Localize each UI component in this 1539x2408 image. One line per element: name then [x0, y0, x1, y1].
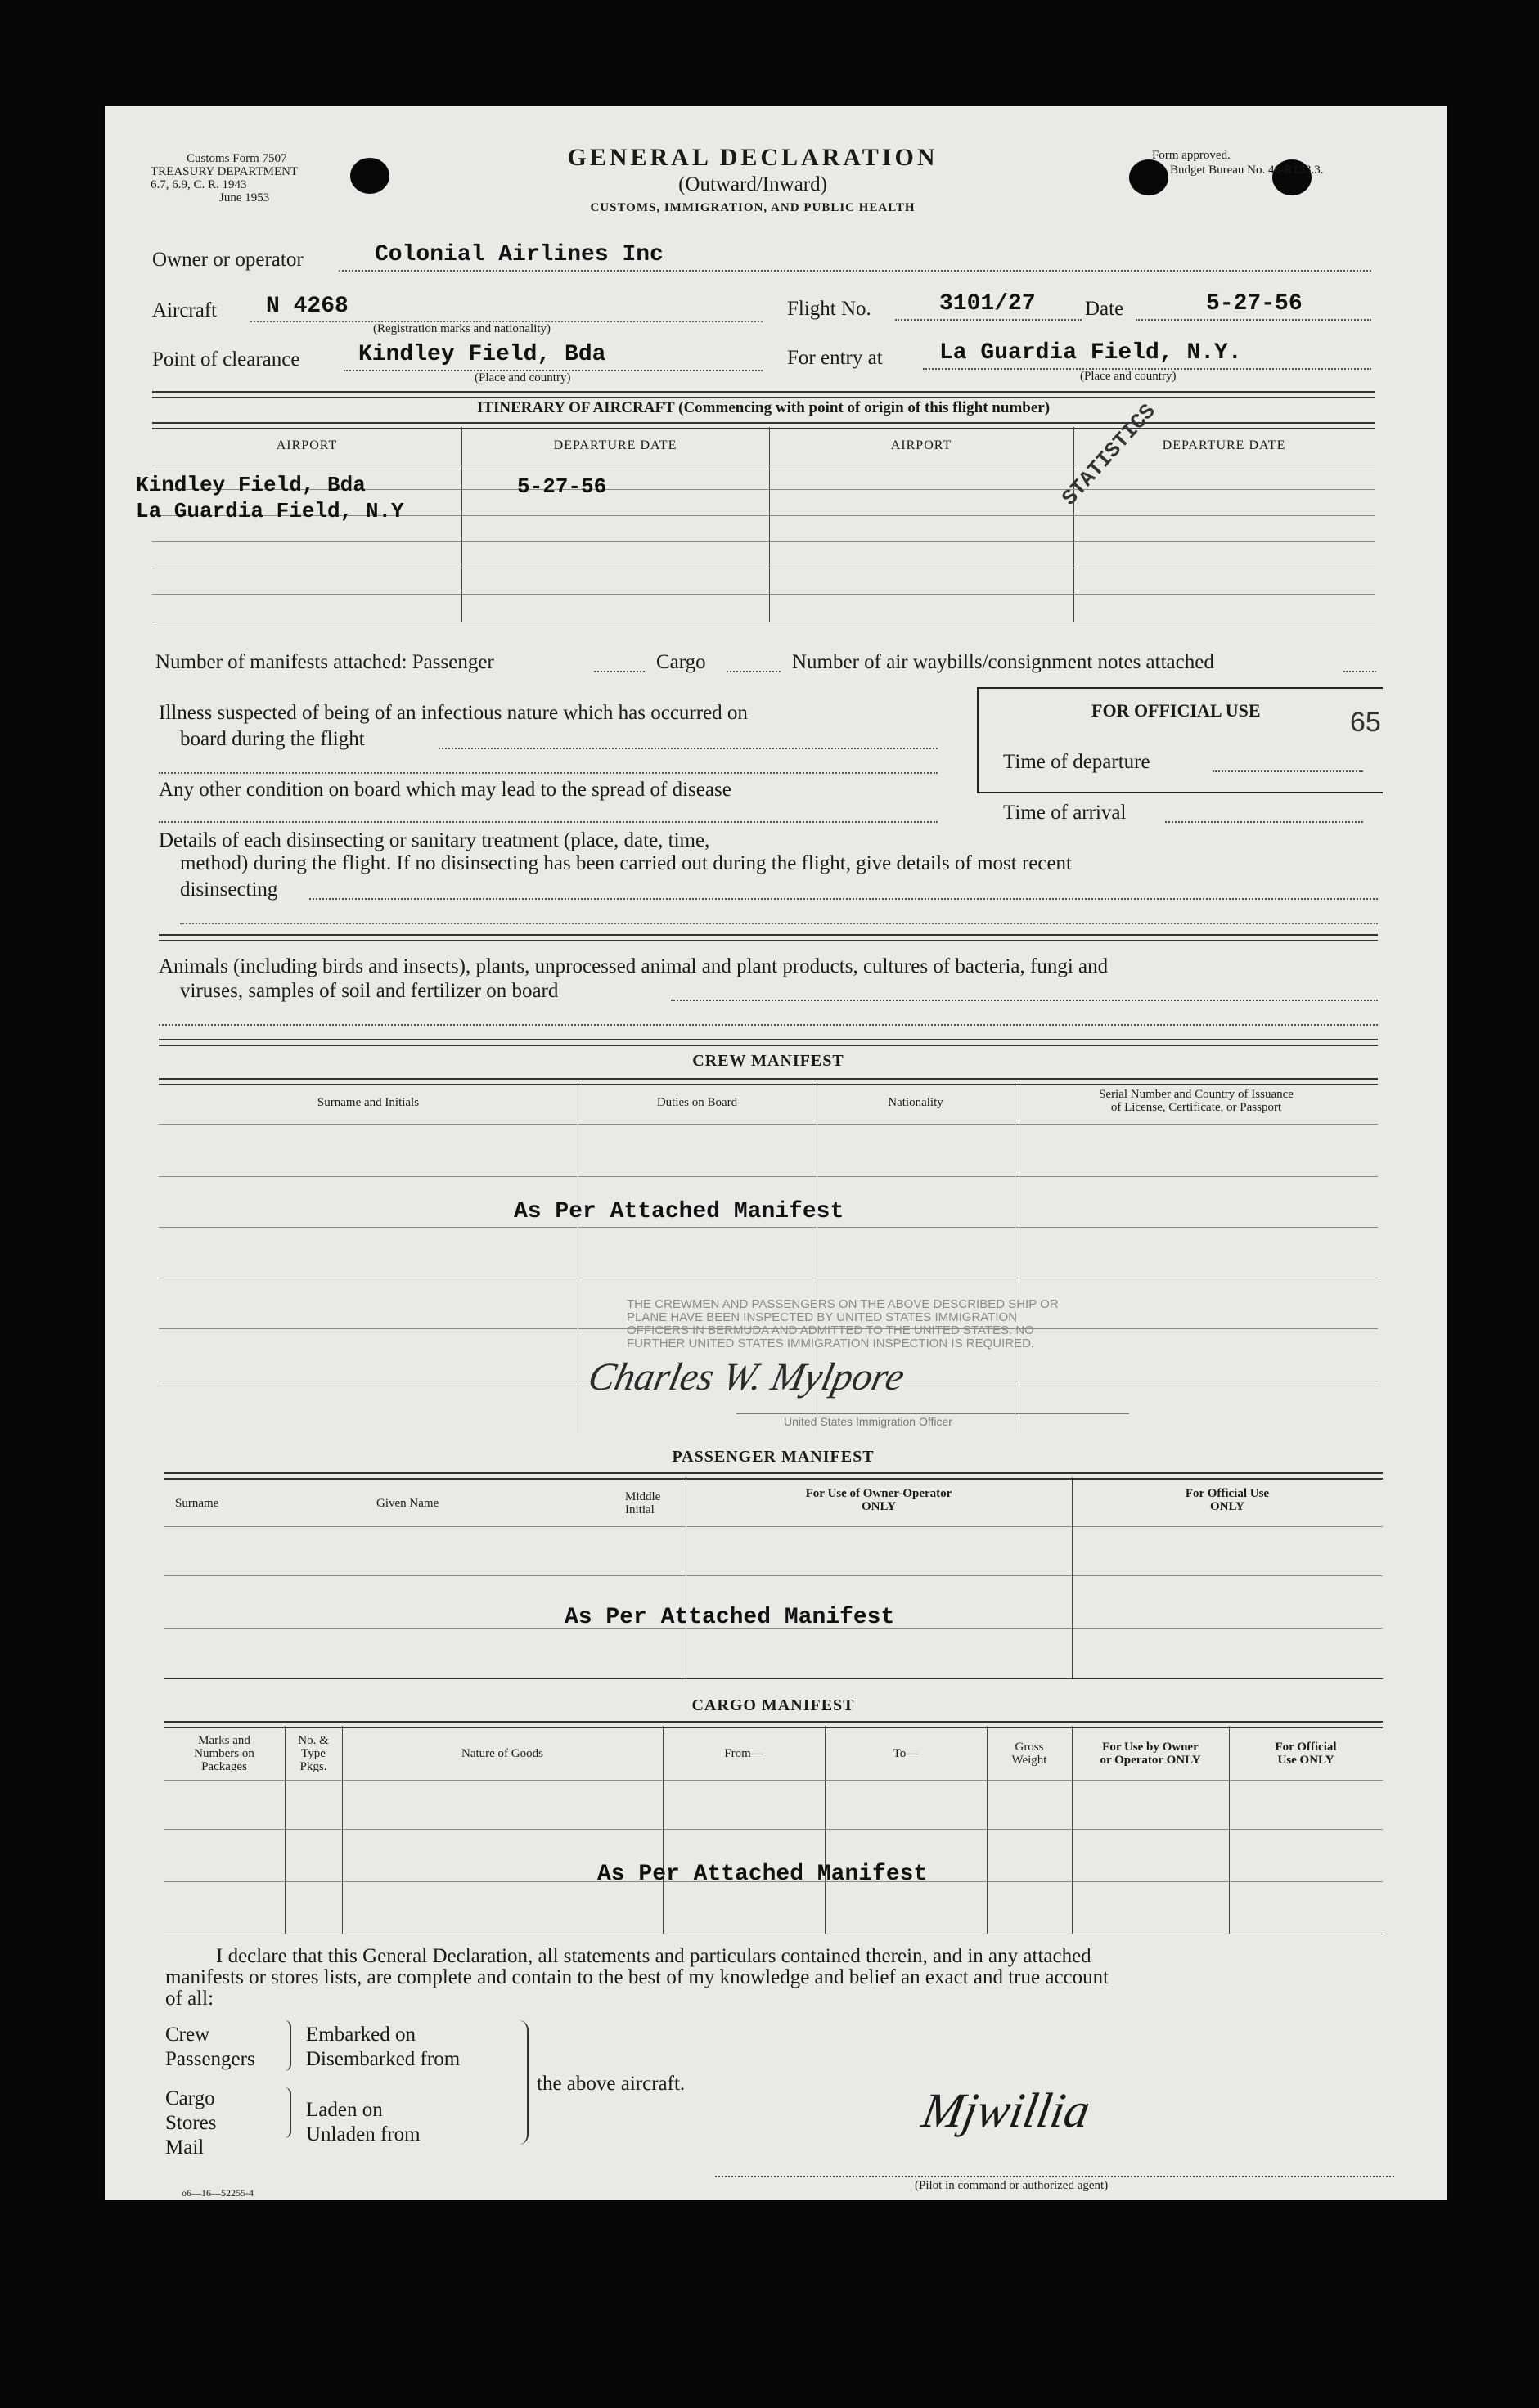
disinsecting-label-2: method) during the flight. If no disinsecting has been carried out during the flight, give details of most recent: [180, 852, 1073, 874]
time-of-arrival-line: [1165, 821, 1363, 823]
declaration-mail: Mail: [165, 2136, 205, 2159]
declaration-cargo: Cargo: [165, 2087, 215, 2109]
official-use-number: 65: [1350, 707, 1381, 738]
immigration-stamp-line-1: THE CREWMEN AND PASSENGERS ON THE ABOVE DESCRIBED SHIP OR: [627, 1297, 1059, 1311]
passenger-rule-1: [164, 1526, 1383, 1527]
form-number: Customs Form 7507: [187, 152, 287, 165]
crew-rule-2: [159, 1176, 1378, 1177]
itinerary-col-3: [1073, 427, 1074, 622]
cargo-col-type-2: Type: [301, 1747, 326, 1760]
disinsecting-label-3: disinsecting: [180, 878, 278, 901]
cargo-header-rule: [164, 1721, 1383, 1728]
immigration-officer-signature: Charles W. Mylpore: [584, 1355, 909, 1399]
bracket-crew: [283, 2020, 291, 2071]
immigration-stamp-line-4: FURTHER UNITED STATES IMMIGRATION INSPECTION IS REQUIRED.: [627, 1337, 1035, 1350]
crew-col-serial-1: Serial Number and Country of Issuance: [1099, 1088, 1294, 1101]
animals-rule: [159, 1039, 1378, 1046]
budget-bureau: Budget Bureau No. 48-R153.3.: [1170, 164, 1324, 177]
other-condition-label: Any other condition on board which may lead to the spread of disease: [159, 779, 731, 801]
immigration-signature-line: [736, 1413, 1129, 1414]
passenger-rule-2: [164, 1575, 1383, 1576]
passenger-col-owner-1: For Use of Owner-Operator: [805, 1487, 952, 1500]
form-approval: Form approved.: [1152, 149, 1231, 162]
itinerary-col-date-2: DEPARTURE DATE: [1162, 438, 1286, 452]
bracket-cargo: [283, 2087, 291, 2138]
form-subtitle: (Outward/Inward): [678, 173, 827, 195]
health-rule: [159, 934, 1378, 941]
crew-col-serial-2: of License, Certificate, or Passport: [1110, 1101, 1282, 1114]
itinerary-col-airport-1: AIRPORT: [276, 438, 338, 452]
passenger-col-official-1: For Official Use: [1185, 1487, 1270, 1500]
itinerary-rule-6: [152, 594, 1375, 595]
date-line: [1136, 319, 1371, 321]
animals-line-1: [671, 1000, 1378, 1001]
declaration-stores: Stores: [165, 2112, 217, 2134]
disinsecting-line-1: [309, 898, 1378, 900]
declaration-line-3: of all:: [165, 1988, 214, 2010]
cargo-col-marks-1: Marks and: [198, 1734, 250, 1747]
crew-col-duties: Duties on Board: [656, 1096, 738, 1109]
other-condition-line: [159, 821, 938, 823]
crew-attached-note: As Per Attached Manifest: [514, 1199, 844, 1224]
cargo-col-official-1: For Official: [1275, 1741, 1337, 1754]
time-of-arrival-label: Time of arrival: [1003, 802, 1127, 824]
itinerary-col-date-1: DEPARTURE DATE: [553, 438, 677, 452]
disinsecting-label-1: Details of each disinsecting or sanitary treatment (place, date, time,: [159, 829, 710, 851]
flight-line: [895, 319, 1082, 321]
flight-value: 3101/27: [939, 291, 1036, 317]
crew-col-surname: Surname and Initials: [317, 1096, 420, 1109]
form-date: June 1953: [219, 191, 270, 204]
illness-label-1: Illness suspected of being of an infectious nature which has occurred on: [159, 702, 748, 724]
owner-line: [339, 270, 1371, 272]
manifests-cargo-line: [727, 671, 781, 672]
cargo-rule-1: [164, 1780, 1383, 1781]
crew-col-nationality: Nationality: [888, 1096, 943, 1109]
regulation: 6.7, 6.9, C. R. 1943: [151, 178, 247, 191]
animals-label-2: viruses, samples of soil and fertilizer on board: [180, 980, 559, 1002]
passenger-col-middle-1: Middle: [625, 1490, 661, 1503]
bracket-aircraft: [519, 2020, 529, 2145]
itinerary-top-rule: [152, 391, 1375, 398]
declaration-embarked: Embarked on: [306, 2024, 416, 2046]
pilot-signature: Mjwillia: [918, 2083, 1095, 2137]
official-use-title: FOR OFFICIAL USE: [1091, 700, 1261, 721]
itinerary-airport-1: Kindley Field, Bda: [136, 473, 366, 497]
waybills-label: Number of air waybills/consignment notes attached: [792, 651, 1214, 673]
form-title: GENERAL DECLARATION: [567, 144, 938, 171]
cargo-col-from: From—: [724, 1747, 763, 1760]
date-label: Date: [1085, 298, 1124, 320]
passenger-col-middle-2: Initial: [625, 1503, 655, 1516]
cargo-col-to: To—: [893, 1747, 919, 1760]
declaration-line-2: manifests or stores lists, are complete and contain to the best of my knowledge and belief an exact and true account: [165, 1966, 1109, 1988]
print-code: o6—16—52255-4: [182, 2187, 254, 2199]
entry-label: For entry at: [787, 347, 883, 369]
flight-label: Flight No.: [787, 298, 871, 320]
declaration-unladen: Unladen from: [306, 2123, 421, 2145]
declaration-laden: Laden on: [306, 2099, 383, 2121]
crew-rule-1: [159, 1124, 1378, 1125]
cargo-col-owner-2: or Operator ONLY: [1100, 1754, 1201, 1767]
illness-line-2: [159, 772, 938, 774]
illness-label-2: board during the flight: [180, 728, 365, 750]
owner-label: Owner or operator: [152, 249, 304, 271]
itinerary-header-rule: [152, 422, 1375, 429]
clearance-value: Kindley Field, Bda: [358, 342, 606, 367]
passenger-header-rule: [164, 1472, 1383, 1480]
itinerary-rule-4: [152, 541, 1375, 542]
pilot-label: (Pilot in command or authorized agent): [915, 2179, 1109, 2192]
itinerary-col-airport-2: AIRPORT: [890, 438, 952, 452]
cargo-col-gross-1: Gross: [1015, 1741, 1044, 1754]
department: TREASURY DEPARTMENT: [151, 165, 299, 178]
aircraft-value: N 4268: [266, 294, 349, 319]
cargo-col-type-1: No. &: [298, 1734, 329, 1747]
itinerary-date-1: 5-27-56: [517, 474, 607, 499]
form-agencies: CUSTOMS, IMMIGRATION, AND PUBLIC HEALTH: [590, 201, 916, 214]
cargo-attached-note: As Per Attached Manifest: [597, 1862, 928, 1887]
crew-header-rule: [159, 1078, 1378, 1085]
passenger-col-official-2: ONLY: [1210, 1500, 1244, 1513]
animals-line-2: [159, 1024, 1378, 1026]
punch-hole-left: [350, 158, 389, 194]
cargo-col-owner-1: For Use by Owner: [1102, 1741, 1199, 1754]
crew-rule-3: [159, 1227, 1378, 1228]
clearance-label: Point of clearance: [152, 348, 300, 371]
cargo-rule-2: [164, 1829, 1383, 1830]
immigration-stamp-line-2: PLANE HAVE BEEN INSPECTED BY UNITED STATES IMMIGRATION: [627, 1310, 1018, 1324]
entry-note: (Place and country): [1080, 370, 1177, 383]
cargo-manifest-title: CARGO MANIFEST: [691, 1696, 855, 1714]
crew-manifest-title: CREW MANIFEST: [692, 1052, 844, 1070]
date-value: 5-27-56: [1206, 291, 1303, 317]
cargo-col-gross-2: Weight: [1011, 1754, 1047, 1767]
itinerary-col-1: [461, 427, 462, 622]
manifests-passenger-label: Number of manifests attached: Passenger: [155, 651, 494, 673]
time-of-departure-line: [1213, 770, 1363, 772]
owner-value: Colonial Airlines Inc: [375, 242, 664, 267]
declaration-crew: Crew: [165, 2024, 210, 2046]
cargo-col-nature: Nature of Goods: [461, 1747, 543, 1760]
manifests-passenger-line: [594, 671, 645, 672]
declaration-line-1: I declare that this General Declaration, all statements and particulars contained therein, and in any attached: [216, 1945, 1091, 1967]
passenger-attached-note: As Per Attached Manifest: [565, 1605, 895, 1630]
immigration-stamp-line-3: OFFICERS IN BERMUDA AND ADMITTED TO THE UNITED STATES. NO: [627, 1323, 1034, 1337]
cargo-col-marks-3: Packages: [201, 1760, 247, 1773]
time-of-departure-label: Time of departure: [1003, 751, 1150, 773]
passenger-bottom-rule: [164, 1678, 1383, 1679]
disinsecting-line-2: [180, 923, 1378, 924]
cargo-col-official-2: Use ONLY: [1277, 1754, 1334, 1767]
passenger-col-surname: Surname: [175, 1497, 219, 1510]
declaration-passengers: Passengers: [165, 2048, 255, 2070]
passenger-col-owner-2: ONLY: [862, 1500, 896, 1513]
aircraft-label: Aircraft: [152, 299, 218, 321]
itinerary-airport-2: La Guardia Field, N.Y: [136, 499, 404, 523]
illness-line-1: [439, 748, 938, 749]
declaration-above-aircraft: the above aircraft.: [537, 2073, 686, 2095]
cargo-col-marks-2: Numbers on: [194, 1747, 254, 1760]
entry-value: La Guardia Field, N.Y.: [939, 340, 1242, 366]
itinerary-col-2: [769, 427, 770, 622]
clearance-note: (Place and country): [475, 371, 571, 384]
pilot-signature-line: [715, 2176, 1394, 2177]
animals-label-1: Animals (including birds and insects), plants, unprocessed animal and plant products, cultures of bacteria, fungi and: [159, 955, 1109, 977]
waybills-line: [1343, 671, 1376, 672]
statistics-stamp: STATISTICS: [1057, 399, 1161, 511]
passenger-col-given: Given Name: [376, 1497, 439, 1510]
declaration-disembarked: Disembarked from: [306, 2048, 461, 2070]
punch-hole-right-1: [1129, 159, 1168, 195]
immigration-officer-title: United States Immigration Officer: [784, 1415, 952, 1428]
cargo-col-type-3: Pkgs.: [299, 1760, 327, 1773]
passenger-manifest-title: PASSENGER MANIFEST: [672, 1448, 875, 1466]
manifests-cargo-label: Cargo: [656, 651, 706, 673]
itinerary-title: ITINERARY OF AIRCRAFT (Commencing with point of origin of this flight number): [476, 399, 1051, 416]
aircraft-note: (Registration marks and nationality): [373, 322, 551, 335]
